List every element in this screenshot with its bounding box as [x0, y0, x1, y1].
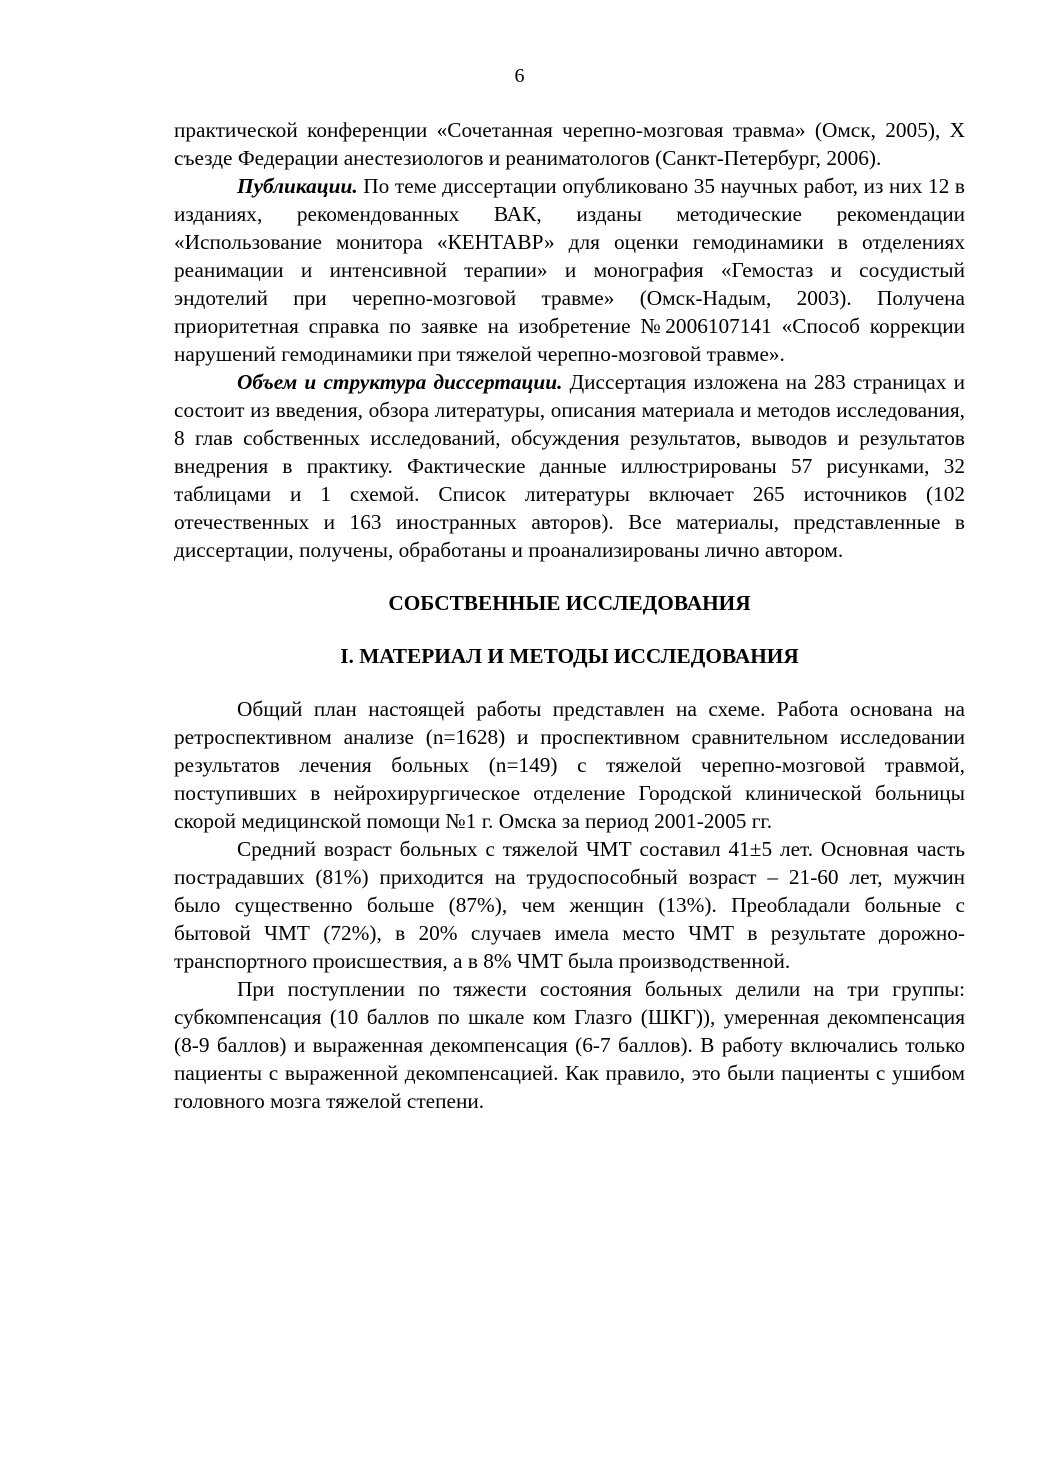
paragraph-lead-publications: Публикации.: [237, 174, 358, 198]
paragraph-general-plan: [174, 695, 965, 835]
paragraph-patient-age: [174, 835, 965, 975]
paragraph-text: По теме диссертации опубликовано 35 научных работ, из них 12 в изданиях, рекомендованных ВАК, изданы методические рекомендации «Использование монитора «КЕНТАВР» для оценки гемодинамики в отделениях реанимации и интенсивной терапии» и монография «Гемостаз и сосудистый эндотелий при черепно-мозговой травме» (Омск-Надым, 2003). Получена приоритетная справка по заявке на изобретение №2006107141 «Способ коррекции нарушений гемодинамики при тяжелой черепно-мозговой травме».: [174, 174, 965, 366]
paragraph-text: Диссертация изложена на 283 страницах и состоит из введения, обзора литературы, описания материала и методов исследования, 8 глав собственных исследований, обсуждения результатов, выводов и результатов внедрения в практику. Фактические данные иллюстрированы 57 рисунками, 32 таблицами и 1 схемой. Список литературы включает 265 источников (102 отечественных и 163 иностранных авторов). Все материалы, представленные в диссертации, получены, обработаны и проанализированы лично автором.: [174, 370, 965, 562]
paragraph-severity-groups: [174, 975, 965, 1115]
paragraph-publications: [174, 172, 965, 368]
section-heading-own-research: СОБСТВЕННЫЕ ИССЛЕДОВАНИЯ: [388, 591, 751, 615]
paragraph-text: При поступлении по тяжести состояния больных делили на три группы: субкомпенсация (10 баллов по шкале ком Глазго (ШКГ)), умеренная декомпенсация (8-9 баллов) и выраженная декомпенсация (6-7 баллов). В работу включались только пациенты с выраженной декомпенсацией. Как правило, это были пациенты с ушибом головного мозга тяжелой степени.: [174, 977, 965, 1113]
paragraph-conference-continuation: [174, 116, 965, 172]
paragraph-text: Общий план настоящей работы представлен на схеме. Работа основана на ретроспективном анализе (n=1628) и проспективном сравнительном исследовании результатов лечения больных (n=149) с тяжелой черепно-мозговой травмой, поступивших в нейрохирургическое отделение Городской клинической больницы скорой медицинской помощи №1 г. Омска за период 2001-2005 гг.: [174, 697, 965, 833]
text-body: [174, 116, 965, 1115]
page-number: 6: [514, 65, 525, 87]
paragraph-text: практической конференции «Сочетанная черепно-мозговая травма» (Омск, 2005), X съезде Федерации анестезиологов и реаниматологов (Санкт-Петербург, 2006).: [174, 118, 965, 170]
section-heading-materials-methods: I. МАТЕРИАЛ И МЕТОДЫ ИССЛЕДОВАНИЯ: [340, 644, 799, 668]
paragraph-structure: [174, 368, 965, 564]
paragraph-lead-structure: Объем и структура диссертации.: [237, 370, 563, 394]
paragraph-text: Средний возраст больных с тяжелой ЧМТ составил 41±5 лет. Основная часть пострадавших (81%) приходится на трудоспособный возраст – 21-60 лет, мужчин было существенно больше (87%), чем женщин (13%). Преобладали больные с бытовой ЧМТ (72%), в 20% случаев имела место ЧМТ в результате дорожно-транспортного происшествия, а в 8% ЧМТ была производственной.: [174, 837, 965, 973]
